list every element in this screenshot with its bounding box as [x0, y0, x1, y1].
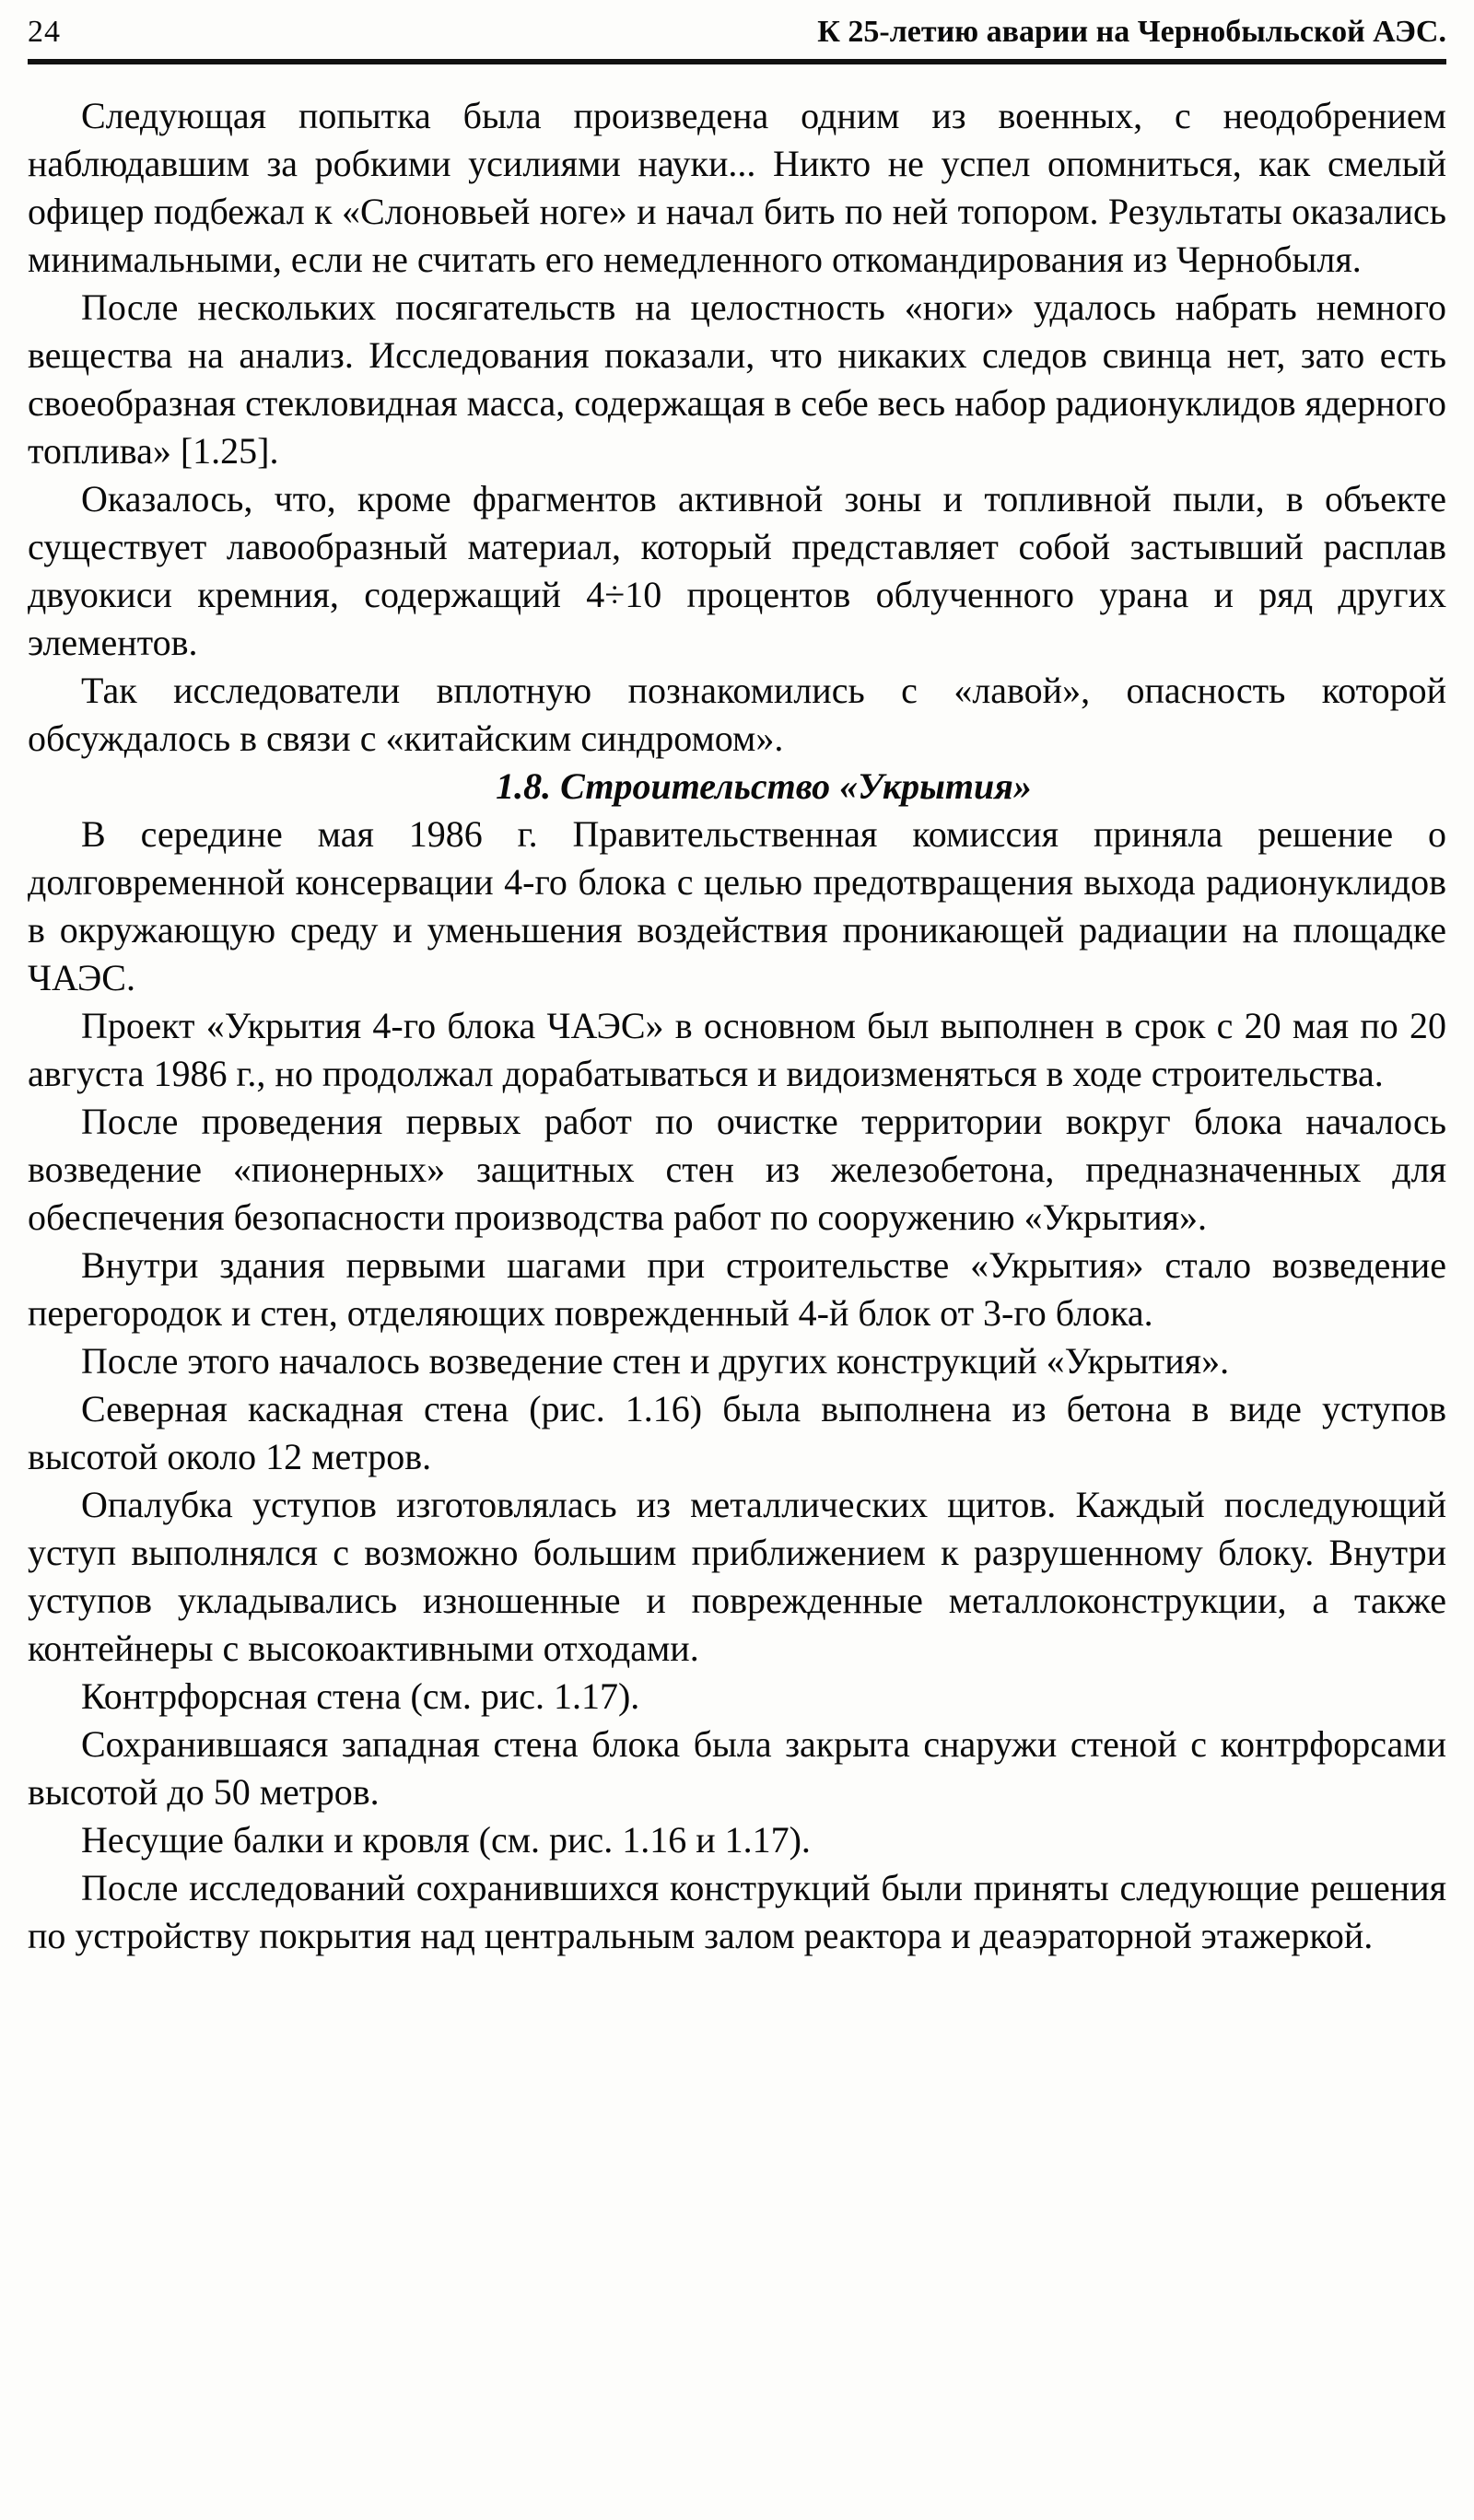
paragraph: После нескольких посягательств на целостность «ноги» удалось набрать немного вещества на анализ. Исследования показали, что никаких следов свинца нет, зато есть своеобразная стекловидная масса, содержащая в себе весь набор радионуклидов ядерного топлива» [1.25].: [28, 286, 1446, 472]
paragraph: После этого началось возведение стен и других конструкций «Укрытия».: [81, 1340, 1230, 1382]
paragraph: Северная каскадная стена (рис. 1.16) была выполнена из бетона в виде уступов высотой около 12 метров.: [28, 1388, 1446, 1477]
page-header: [28, 15, 1446, 57]
paragraph: В середине мая 1986 г. Правительственная комиссия приняла решение о долговременной консервации 4-го блока с целью предотвращения выхода радионуклидов в окружающую среду и уменьшения воздействия проникающей радиации на площадке ЧАЭС.: [28, 813, 1446, 998]
paragraph: После проведения первых работ по очистке территории вокруг блока началось возведение «пионерных» защитных стен из железобетона, предназначенных для обеспечения безопасности производства работ по сооружению «Укрытия».: [28, 1101, 1446, 1238]
page-body: [28, 92, 1446, 1960]
header-rule: [28, 59, 1446, 64]
section-heading: 1.8. Строительство «Укрытия»: [496, 765, 1032, 807]
paragraph: Следующая попытка была произведена одним из военных, с неодобрением наблюдавшим за робкими усилиями науки... Никто не успел опомниться, как смелый офицер подбежал к «Слоновьей ноге» и начал бить по ней топором. Результаты оказались минимальными, если не считать его немедленного откомандирования из Чернобыля.: [28, 95, 1446, 280]
paragraph: Проект «Укрытия 4-го блока ЧАЭС» в основном был выполнен в срок с 20 мая по 20 августа 1986 г., но продолжал дорабатываться и видоизменяться в ходе строительства.: [28, 1005, 1446, 1094]
paragraph: Сохранившаяся западная стена блока была закрыта снаружи стеной с контрфорсами высотой до 50 метров.: [28, 1723, 1446, 1813]
paragraph: Внутри здания первыми шагами при строительстве «Укрытия» стало возведение перегородок и стен, отделяющих поврежденный 4-й блок от 3-го блока.: [28, 1244, 1446, 1334]
paragraph: После исследований сохранившихся конструкций были приняты следующие решения по устройству покрытия над центральным залом реактора и деаэраторной этажеркой.: [28, 1867, 1446, 1956]
paragraph: Несущие балки и кровля (см. рис. 1.16 и 1.17).: [81, 1819, 811, 1861]
paragraph: Опалубка уступов изготовлялась из металлических щитов. Каждый последующий уступ выполнялся с возможно большим приближением к разрушенному блоку. Внутри уступов укладывались изношенные и поврежденные металлоконструкции, а также контейнеры с высокоактивными отходами.: [28, 1484, 1446, 1669]
paragraph: Оказалось, что, кроме фрагментов активной зоны и топливной пыли, в объекте существует лавообразный материал, который представляет собой застывший расплав двуокиси кремния, содержащий 4÷10 процентов облученного урана и ряд других элементов.: [28, 478, 1446, 663]
paragraph: Контрфорсная стена (см. рис. 1.17).: [81, 1675, 640, 1717]
running-title: К 25-летию аварии на Чернобыльской АЭС.: [817, 15, 1446, 49]
page-number: 24: [28, 15, 61, 49]
paragraph: Так исследователи вплотную познакомились с «лавой», опасность которой обсуждалось в связи с «китайским синдромом».: [28, 670, 1446, 759]
